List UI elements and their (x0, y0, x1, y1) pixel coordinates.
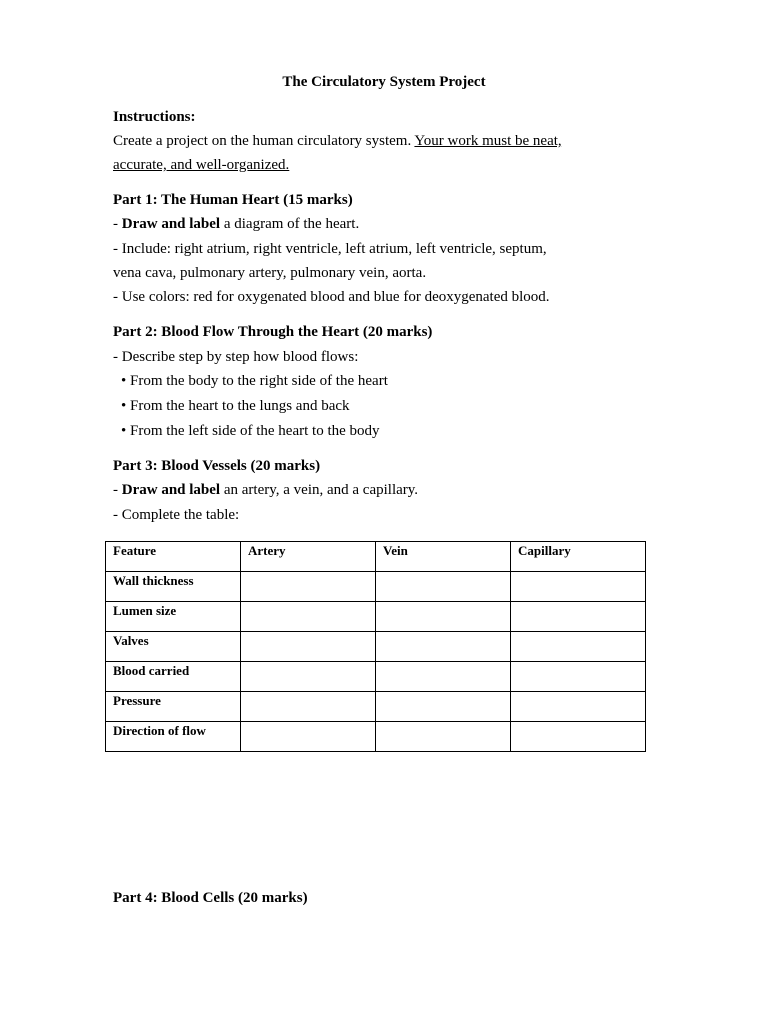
table-cell (511, 722, 646, 752)
part1-heading: Part 1: The Human Heart (15 marks) (113, 192, 353, 208)
table-cell-feature (106, 572, 241, 602)
table-cell (241, 602, 376, 632)
table-cell (241, 662, 376, 692)
part3-item-1-bold: Draw and label (121, 482, 221, 498)
table-cell (511, 632, 646, 662)
table-cell-feature (106, 602, 241, 632)
table-header-cell (511, 542, 646, 572)
instructions-text: Create a project on the human circulatory system. (113, 133, 415, 149)
table-cell (376, 692, 511, 722)
part1-item-1 (113, 215, 359, 233)
table-header-cell (106, 542, 241, 572)
table-header-feature: Feature (113, 543, 157, 558)
part2-heading: Part 2: Blood Flow Through the Heart (20 marks) (113, 324, 433, 340)
cell-value (518, 722, 638, 723)
cell-value (383, 572, 503, 573)
table-header-vein: Vein (383, 543, 408, 558)
table-row (106, 602, 646, 632)
part2-bullet-2: • From the heart to the lungs and back (121, 398, 350, 414)
part1-item-1-text: a diagram of the heart. (220, 216, 360, 232)
part3-item-1-prefix: - (113, 482, 122, 498)
table-header-cell (376, 542, 511, 572)
part4-heading: Part 4: Blood Cells (20 marks) (113, 890, 308, 906)
row-label-valves: Valves (113, 633, 149, 648)
table-cell (511, 602, 646, 632)
table-cell (376, 722, 511, 752)
cell-value (248, 632, 368, 633)
cell-value (518, 692, 638, 693)
table-row (106, 632, 646, 662)
cell-value (383, 692, 503, 693)
row-label-blood-carried: Blood carried (113, 663, 190, 678)
cell-value (248, 602, 368, 603)
table-row (106, 662, 646, 692)
part3-item-1 (113, 481, 418, 499)
table-cell-feature (106, 722, 241, 752)
part2-bullet-3: • From the left side of the heart to the body (121, 423, 380, 439)
table-cell (511, 662, 646, 692)
cell-value (518, 572, 638, 573)
table-row (106, 692, 646, 722)
row-label-lumen-size: Lumen size (113, 603, 177, 618)
table-cell-feature (106, 632, 241, 662)
part3-heading: Part 3: Blood Vessels (20 marks) (113, 458, 321, 474)
instructions-line-2 (113, 156, 289, 174)
part3-item-1-text: an artery, a vein, and a capillary. (220, 482, 419, 498)
cell-value (248, 662, 368, 663)
cell-value (383, 602, 503, 603)
table-header-cell (241, 542, 376, 572)
table-cell (376, 602, 511, 632)
part1-item-3: - Use colors: red for oxygenated blood and blue for deoxygenated blood. (113, 289, 550, 305)
cell-value (518, 602, 638, 603)
part3-item-2: - Complete the table: (113, 507, 240, 523)
table-cell (241, 632, 376, 662)
instructions-emphasis-1: Your work must be neat, (414, 133, 562, 149)
part1-item-1-prefix: - (113, 216, 122, 232)
row-label-direction-of-flow: Direction of flow (113, 723, 206, 738)
table-cell (241, 572, 376, 602)
table-header-capillary: Capillary (518, 543, 571, 558)
part1-item-1-bold: Draw and label (121, 216, 221, 232)
table-cell (511, 572, 646, 602)
table-cell (511, 692, 646, 722)
instructions-heading: Instructions: (113, 109, 196, 125)
cell-value (248, 572, 368, 573)
blood-vessels-table (105, 541, 646, 752)
cell-value (383, 722, 503, 723)
cell-value (518, 632, 638, 633)
row-label-wall-thickness: Wall thickness (113, 573, 194, 588)
table-cell (241, 692, 376, 722)
part1-item-2-line-1: - Include: right atrium, right ventricle, left atrium, left ventricle, septum, (113, 241, 547, 257)
table-cell-feature (106, 692, 241, 722)
table-row (106, 572, 646, 602)
table-header-row (106, 542, 646, 572)
table-header-artery: Artery (248, 543, 286, 558)
table-cell-feature (106, 662, 241, 692)
table-cell (376, 572, 511, 602)
page-title: The Circulatory System Project (282, 74, 486, 90)
cell-value (383, 632, 503, 633)
cell-value (518, 662, 638, 663)
table-cell (376, 662, 511, 692)
part1-item-2-line-2: vena cava, pulmonary artery, pulmonary vein, aorta. (113, 265, 427, 281)
cell-value (248, 692, 368, 693)
table-cell (241, 722, 376, 752)
table-row (106, 722, 646, 752)
table-cell (376, 632, 511, 662)
cell-value (383, 662, 503, 663)
part2-intro: - Describe step by step how blood flows: (113, 349, 359, 365)
cell-value (248, 722, 368, 723)
row-label-pressure: Pressure (113, 693, 161, 708)
part2-bullet-1: • From the body to the right side of the heart (121, 373, 388, 389)
instructions-emphasis-2: accurate, and well-organized. (113, 157, 290, 173)
instructions-line-1 (113, 132, 562, 150)
